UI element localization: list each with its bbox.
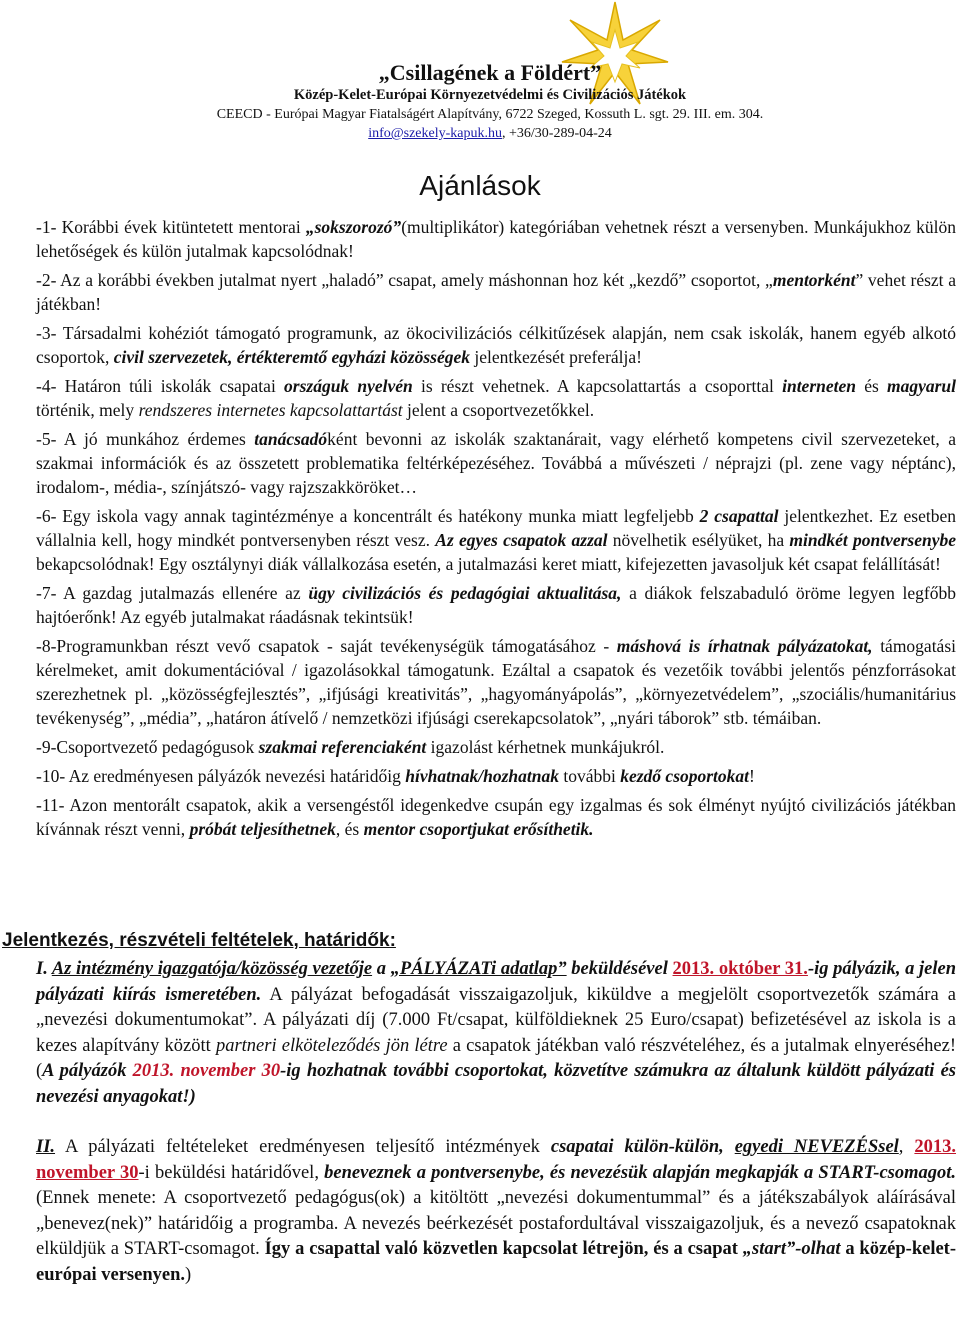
registration-paragraph-1: I. Az intézmény igazgatója/közösség vezetője a „PÁLYÁZATi adatlap” beküldésével 2013. október 31.-ig pályázik, a jelen pályázati kiírás ismeretében. A pályázat befogadását visszaigazoljuk, kiküldve a megjelölt csoportvezetők számára a „nevezési dokumentumokat”. A pályázati díj (7.000 Ft/csapat, külföldieknek 25 Euro/csapat) befizetésével az iskola is a kezes alapítvány között partneri elköteleződés jön létre a csapatok játékban való részvételéhez, és a jutalmak elnyeréséhez! (A pályázók 2013. november 30-ig hozhatnak további csoportokat, közvetítve számukra az általunk küldött pályázati és nevezési anyagokat!) [36,959,957,1107]
recommendation-6: -6- Egy iskola vagy annak tagintézménye a koncentrált és hatékony munka miatt legfeljebb 2 csapattal jelentkezhet. Ez esetben vállalnia kell, hogy mindkét pontversenyben részt vesz. Az egyes csapatok azzal növelhetik esélyüket, ha mindkét pontversenybe bekapcsolódnak! Egy osztálynyi diák vállalkozása esetén, a jutalmazási keret miatt, kifejezetten javasoljuk két csapat felállítását! [36,506,956,574]
recommendation-11: -11- Azon mentorált csapatok, akik a versengéstől idegenkedve csupán egy izgalmas és sok élményt nyújtó civilizációs játékban kívánnak részt venni, próbát teljesíthetnek, és mentor csoportjukat erősíthetik. [36,795,956,839]
registration-section [36,957,956,1288]
recommendation-9: -9-Csoportvezető pedagógusok szakmai referenciaként igazolást kérhetnek munkájukról. [36,737,665,757]
email-link[interactable]: info@szekely-kapuk.hu [368,126,503,141]
recommendation-2: -2- Az a korábbi években jutalmat nyert „haladó” csapat, amely máshonnan hoz két „kezdő” csoportot, „mentorként” vehet részt a játékban! [36,270,956,314]
organization-contact [20,124,960,143]
recommendation-1: -1- Korábbi évek kitüntetett mentorai „sokszorozó”(multiplikátor) kategóriában vehetnek részt a versenyben. Munkájukhoz külön lehetőségek és külön jutalmak kapcsolódnak! [36,217,956,261]
recommendation-5: -5- A jó munkához érdemes tanácsadóként bevonni az iskolák szaktanárait, vagy elérhető kompetens civil szervezeteket, a szakmai információk és az összetett problematika feltérképezéséhez. Továbbá a művészeti / néprajzi (pl. zene vagy néptánc), irodalom-, média-, színjátszó- vagy rajzszakköröket… [36,429,956,497]
nomination-deadline-date: 2013. november 30 [36,1137,957,1183]
recommendation-3: -3- Társadalmi kohéziót támogató programunk, az ökocivilizációs célkitűzések alapján, nem csak iskolák, hanem egyéb alkotó csoportok, civil szervezetek, értékteremtő egyházi közösségek jelentkezését preferálja! [36,323,956,367]
phone-number: , +36/30-289-04-24 [502,126,612,141]
deadline-date: 2013. október 31. [672,959,808,979]
recommendations-list [36,215,956,846]
registration-heading: Jelentkezés, részvételi feltételek, határidők: [2,930,396,951]
registration-paragraph-2: II. A pályázati feltételeket eredményesen teljesítő intézmények csapatai külön-külön, egyedi NEVEZÉSsel, 2013. november 30-i beküldési határidővel, beneveznek a pontversenybe, és nevezésük alapján megkapják a START-csomagot. (Ennek menete: A csoportvezető pedagógus(ok) a kitöltött „nevezési dokumentummal” és a játékszabályok aláírásával „benevez(nek)” határidőig a programba. A nevezés beérkezését postafordultával visszaigazoljuk, és a nevező csapatoknak elküldjük a START-csomagot. Így a csapattal való közvetlen kapcsolat létrejön, és a csapat „start”-olhat a közép-kelet-európai versenyen.) [36,1137,957,1285]
page-title: Ajánlások [419,170,541,201]
organization-address: CEECD - Európai Magyar Fiatalságért Alapítvány, 6722 Szeged, Kossuth L. sgt. 29. III. em. 304. [216,107,764,122]
document-header [0,60,960,143]
recommendation-7: -7- A gazdag jutalmazás ellenére az ügy civilizációs és pedagógiai aktualitása, a diákok felszabaduló öröme legyen legfőbb hajtóerőnk! Az egyéb jutalmakat ráadásnak tekintsük! [36,583,957,627]
recommendation-8: -8-Programunkban részt vevő csapatok - saját tevékenységük támogatásához - máshová is írhatnak pályázatokat, támogatási kérelmeket, amit dokumentációval / igazolásokkal támogatunk. Ezáltal a csapatok és vezetőik további jelentős pénzforrásokat szerezhetnek pl. „közösségfejlesztés”, „ifjúsági kreativitás”, „hagyományápolás”, „környezetvédelem”, „szociális/humanitárius tevékenység”, „média”, „határon átívelő / nemzetközi ifjúsági cserekapcsolatok”, „nyári táborok” stb. témáiban. [36,636,956,728]
organization-subtitle: Közép-Kelet-Európai Környezetvédelmi és Civilizációs Játékok [293,87,687,103]
organization-name: „Csillagének a Földért” [378,60,602,85]
recommendation-10: -10- Az eredményesen pályázók nevezési határidőig hívhatnak/hozhatnak további kezdő csoportokat! [36,766,755,786]
recommendation-4: -4- Határon túli iskolák csapatai országuk nyelvén is részt vehetnek. A kapcsolattartás a csoporttal interneten és magyarul történik, mely rendszeres internetes kapcsolattartást jelent a csoportvezetőkkel. [36,376,957,420]
